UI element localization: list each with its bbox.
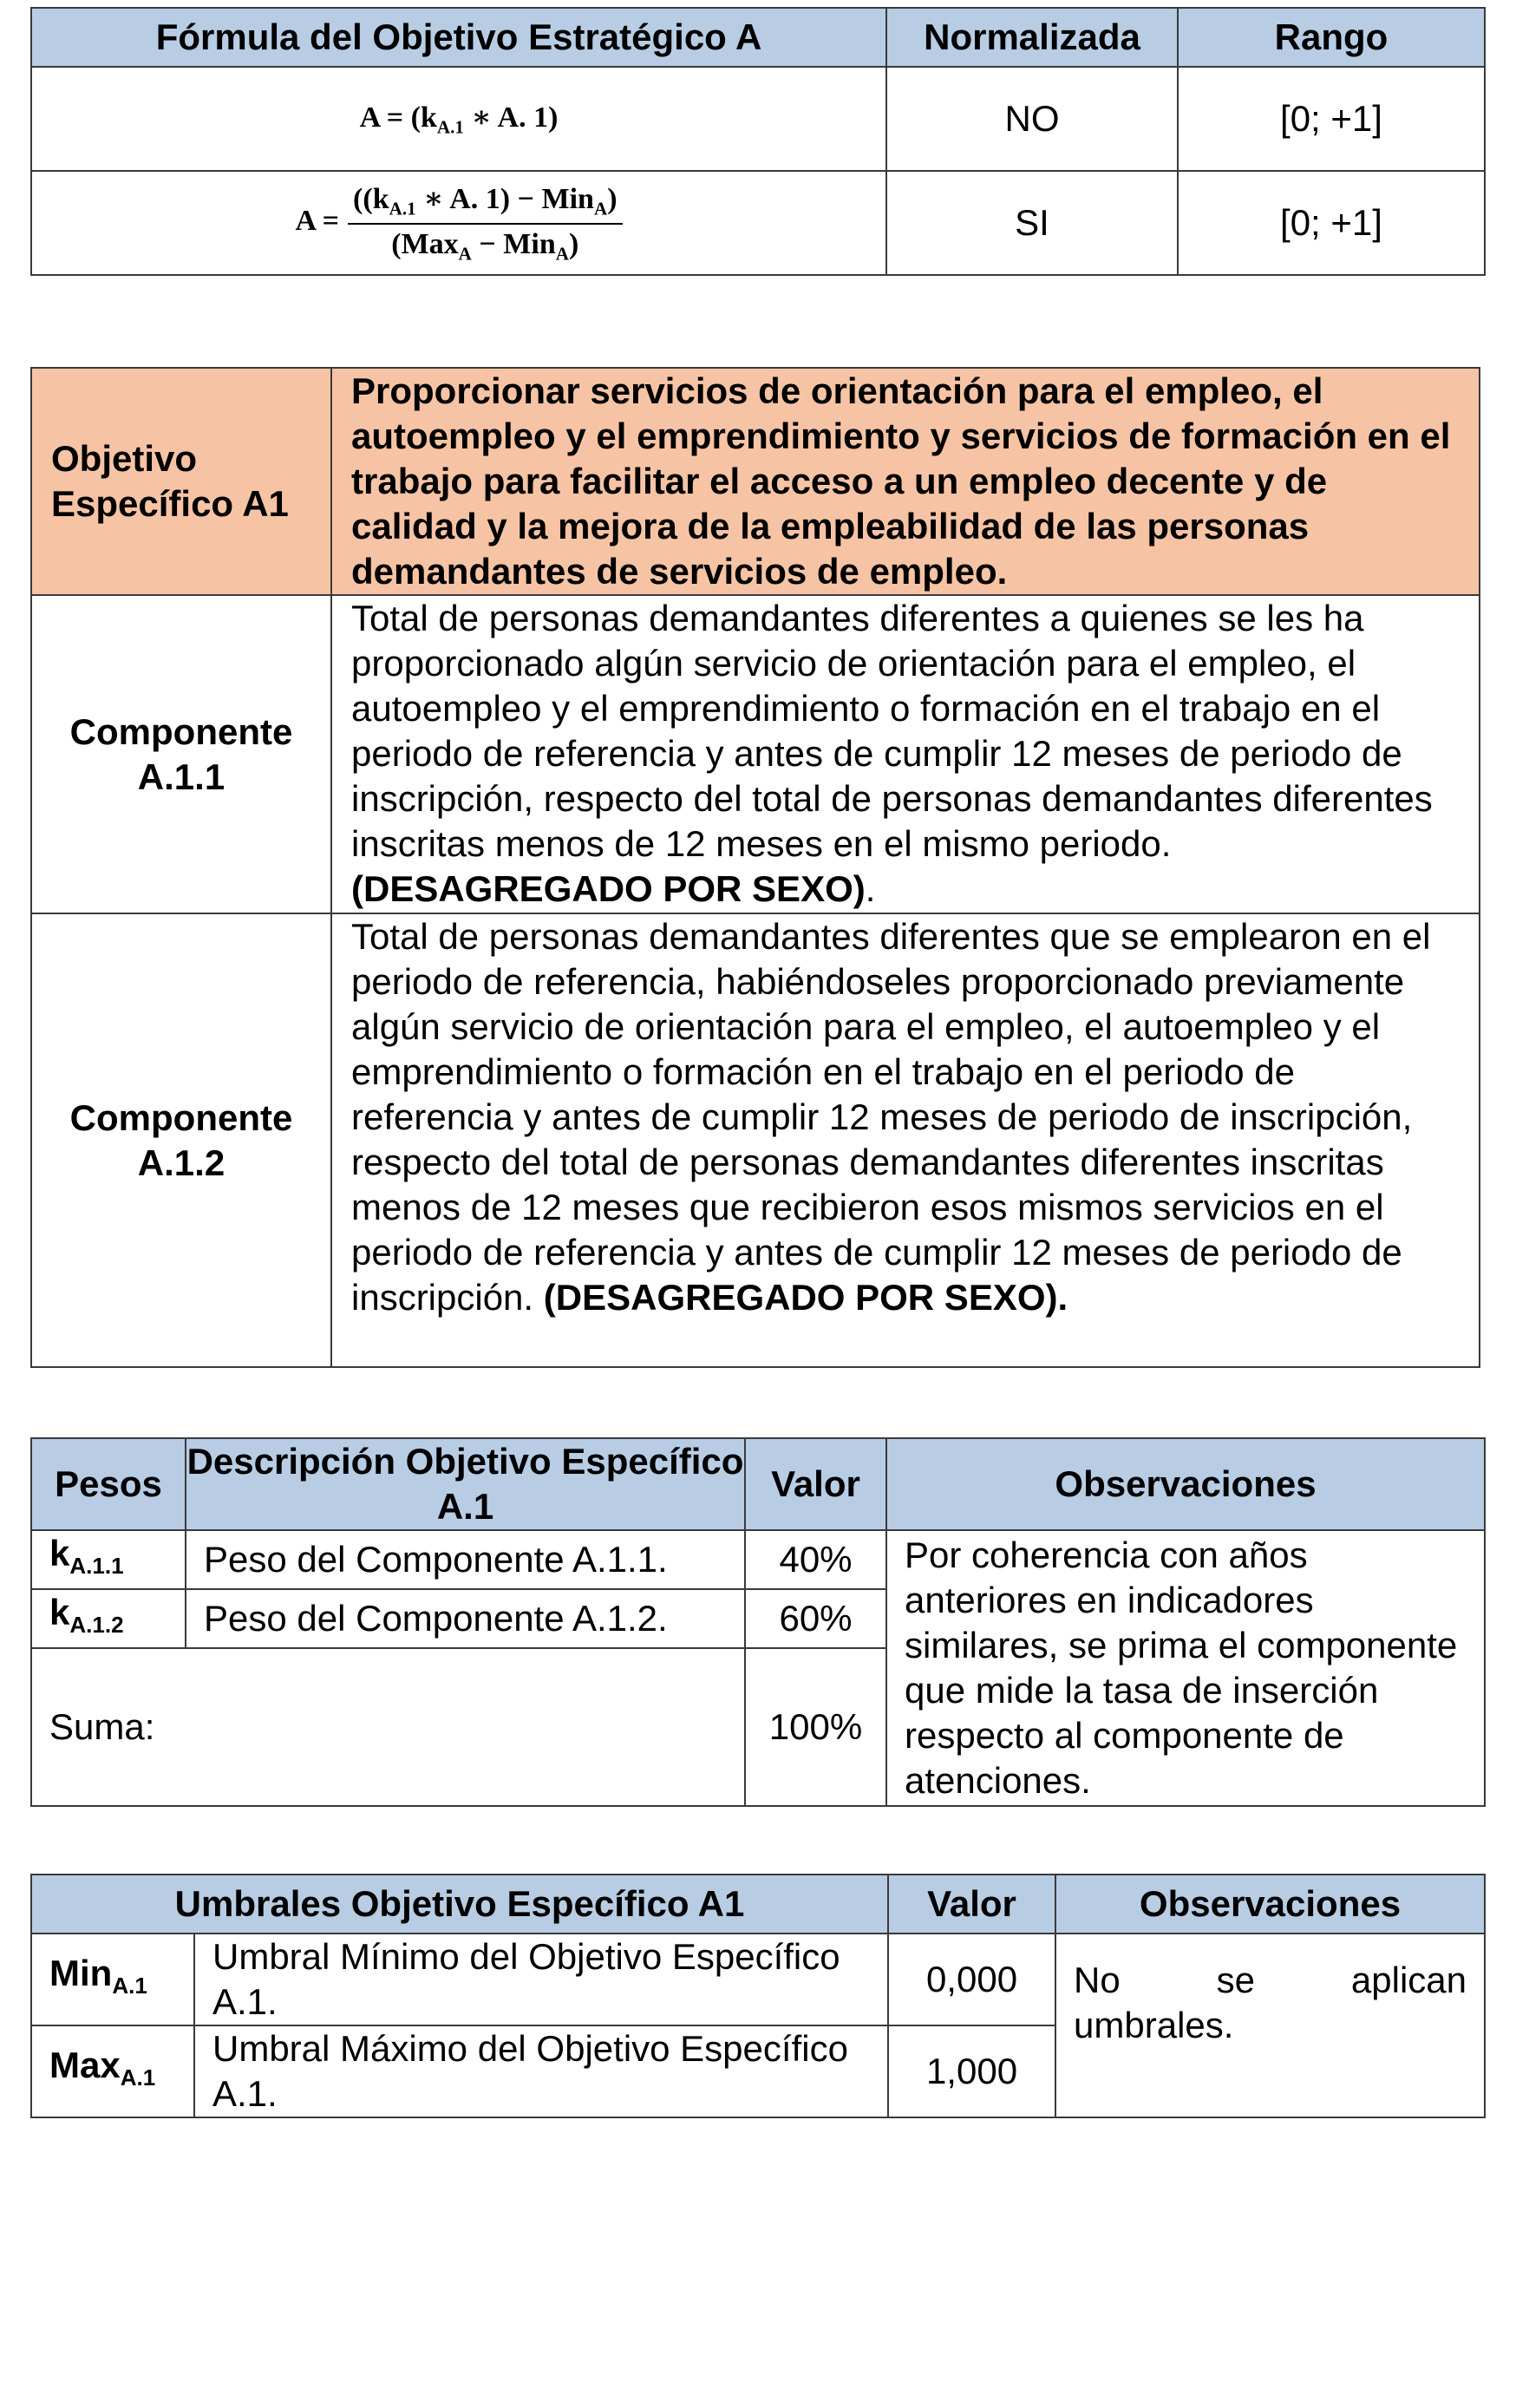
umbral-valor-header: Valor [888, 1875, 1055, 1934]
weight-value-2: 60% [745, 1589, 886, 1648]
pesos-header: Pesos [31, 1438, 186, 1530]
normalizada-value-2: SI [886, 171, 1178, 275]
objective-label: Objetivo Específico A1 [31, 368, 331, 595]
thresholds-observations-line1: No se aplican [1074, 1960, 1467, 2000]
weight-description-2: Peso del Componente A.1.2. [186, 1589, 745, 1648]
normalizada-value-1: NO [886, 67, 1178, 171]
threshold-description-min: Umbral Mínimo del Objetivo Específico A.1. [194, 1934, 888, 2025]
umbral-observaciones-header: Observaciones [1055, 1875, 1485, 1934]
component-tail-1: . [865, 868, 876, 909]
threshold-key-min: Min$_{A.1}$ [31, 1934, 194, 2025]
weight-description-1: Peso del Componente A.1.1. [186, 1530, 745, 1589]
description-header: Descripción Objetivo Específico A.1 [186, 1438, 745, 1530]
formula-table [30, 7, 1486, 276]
objective-description: Proporcionar servicios de orientación para el empleo, el autoempleo y el emprendimiento y servicios de formación en el trabajo para facilitar el acceso a un empleo decente y de calidad y la mejora de la empleabilidad de las personas demandantes de servicios de empleo. [331, 368, 1480, 595]
thresholds-observations [1055, 1934, 1485, 2117]
threshold-description-max: Umbral Máximo del Objetivo Específico A.1. [194, 2025, 888, 2117]
formula-non-normalized [31, 67, 886, 171]
weight-value-1: 40% [745, 1530, 886, 1589]
component-text-2: Total de personas demandantes diferentes que se emplearon en el periodo de referencia, habiéndoseles proporcionado previamente algún servicio de orientación para el empleo, el autoempleo y el emprendimiento o formación en el trabajo en el periodo de referencia y antes de cumplir 12 meses de periodo de inscripción, respecto del total de personas demandantes diferentes inscritas menos de 12 meses que recibieron esos mismos servicios en el periodo de referencia y antes de cumplir 12 meses de periodo de inscripción. [351, 916, 1431, 1318]
weights-sum-value: 100% [745, 1648, 886, 1806]
rango-value-1: [0; +1] [1178, 67, 1485, 171]
umbrales-header: Umbrales Objetivo Específico A1 [31, 1875, 888, 1934]
formula-text-2: A = $\frac{((k_{A.1} ∗ A. 1) - Min_A)}{(Max_A - Min_A)}$ [295, 205, 622, 237]
threshold-key-max: Max$_{A.1}$ [31, 2025, 194, 2117]
weights-table [30, 1437, 1486, 1807]
thresholds-observations-line2: umbrales. [1074, 2005, 1234, 2045]
threshold-value-max: 1,000 [888, 2025, 1055, 2117]
weight-key-1: $k_{A.1.1}$ [31, 1530, 186, 1589]
component-description-2 [331, 913, 1480, 1367]
objective-table [30, 367, 1480, 1368]
formula-normalized [31, 171, 886, 275]
rango-header: Rango [1178, 8, 1485, 67]
formula-text-1: $A = (k_{A.1}$ ∗ A. 1) [359, 101, 559, 138]
component-note-2: (DESAGREGADO POR SEXO). [543, 1277, 1068, 1318]
weight-key-2: $k_{A.1.2}$ [31, 1589, 186, 1648]
normalizada-header: Normalizada [886, 8, 1178, 67]
weights-sum-label: Suma: [31, 1648, 745, 1806]
component-label-1: Componente A.1.1 [31, 595, 331, 913]
component-description-1 [331, 595, 1480, 913]
component-note-1: (DESAGREGADO POR SEXO) [351, 868, 866, 909]
rango-value-2: [0; +1] [1178, 171, 1485, 275]
weights-observations: Por coherencia con años anteriores en indicadores similares, se prima el componente que mide la tasa de inserción respecto al componente de atenciones. [886, 1530, 1485, 1806]
component-label-2: Componente A.1.2 [31, 913, 331, 1367]
formula-header: Fórmula del Objetivo Estratégico A [31, 8, 886, 67]
threshold-value-min: 0,000 [888, 1934, 1055, 2025]
valor-header: Valor [745, 1438, 886, 1530]
observaciones-header: Observaciones [886, 1438, 1485, 1530]
thresholds-table [30, 1874, 1486, 2118]
component-text-1: Total de personas demandantes diferentes a quienes se les ha proporcionado algún servicio de orientación para el empleo, el autoempleo y el emprendimiento o formación en el trabajo en el periodo de referencia y antes de cumplir 12 meses de periodo de inscripción, respecto del total de personas demandantes diferentes inscritas menos de 12 meses en el mismo periodo. [351, 598, 1433, 864]
